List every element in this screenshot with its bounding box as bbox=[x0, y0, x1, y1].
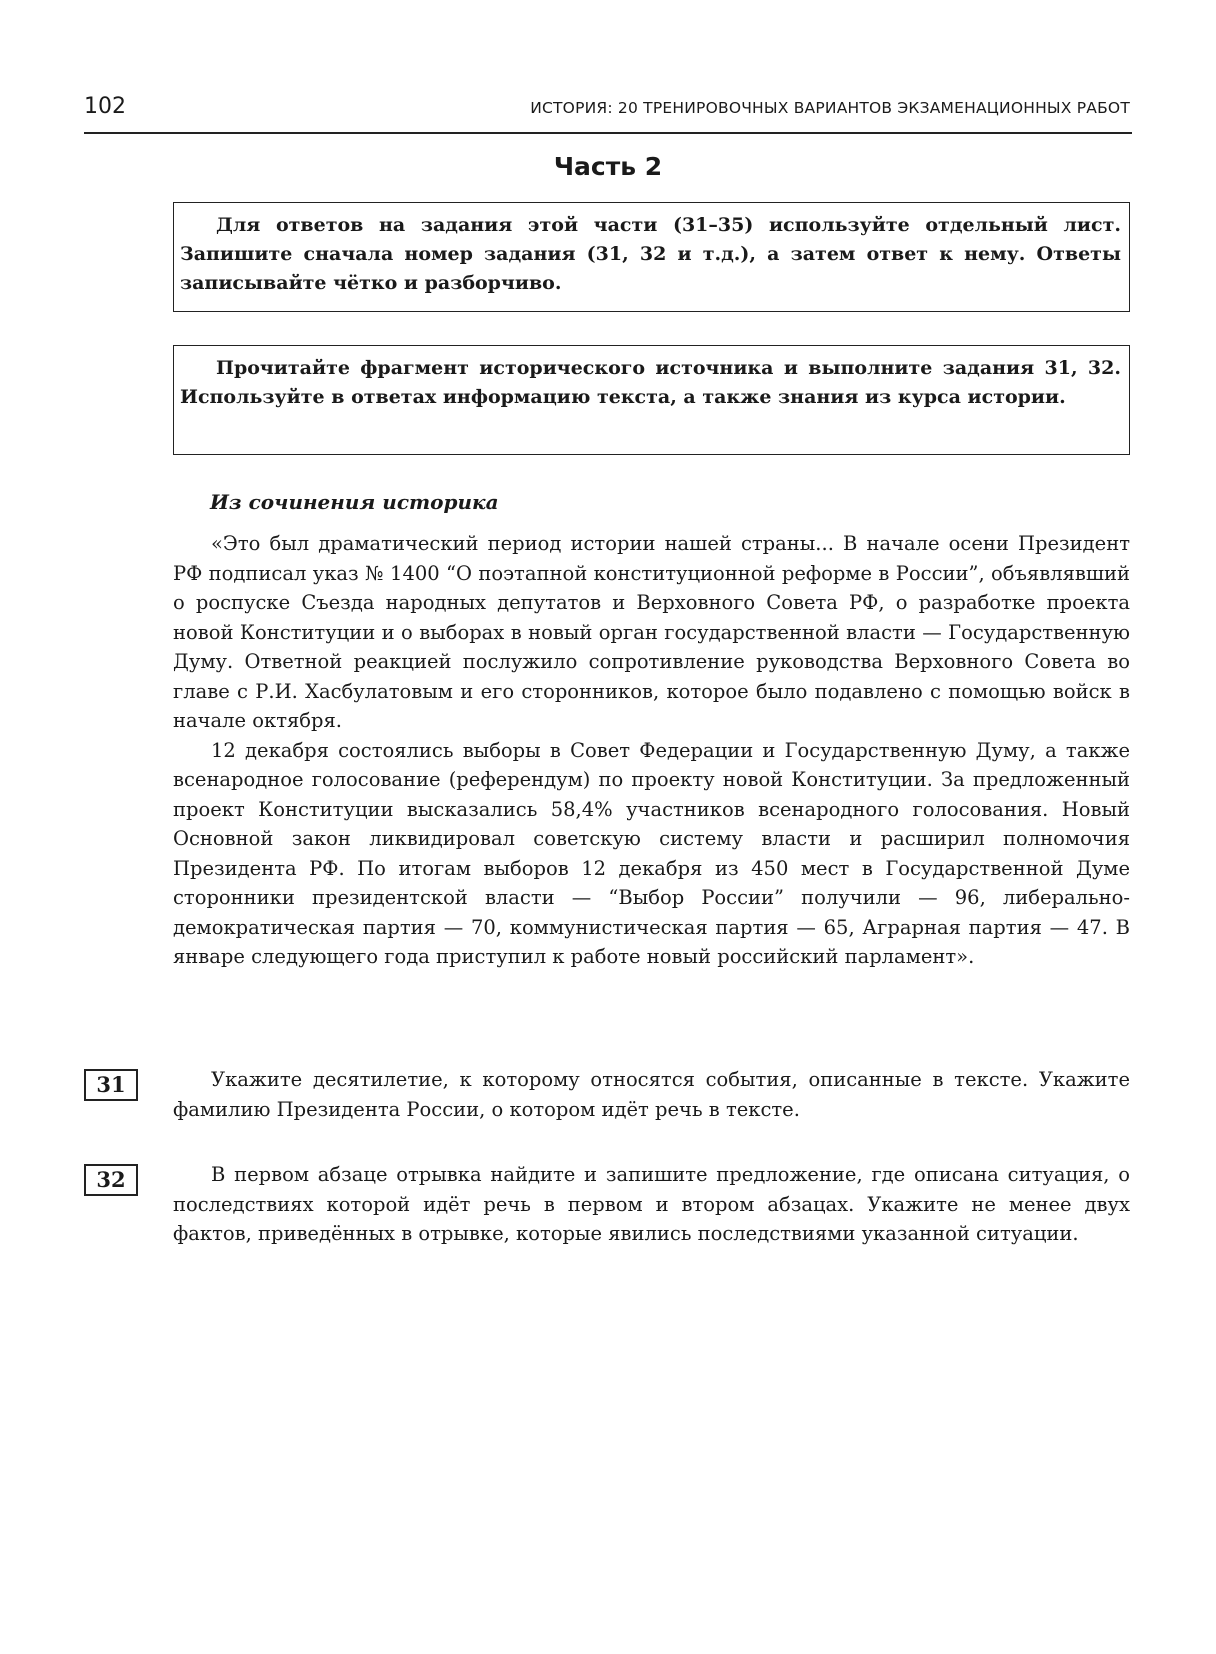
task-number-badge: 31 bbox=[84, 1069, 138, 1101]
page-number: 102 bbox=[84, 94, 126, 119]
reading-instructions-box: Прочитайте фрагмент исторического источника и выполните задания 31, 32. Используйте в ответах информацию текста, а также знания из курса истории. bbox=[173, 345, 1130, 455]
source-text bbox=[173, 529, 1130, 972]
task-number-badge: 32 bbox=[84, 1164, 138, 1196]
source-paragraph: «Это был драматический период истории нашей страны... В начале осени Президент РФ подписал указ № 1400 “О поэтапной конституционной реформе в России”, объявлявший о роспуске Съезда народных депутатов и Верховного Совета РФ, о разработке проекта новой Конституции и о выборах в новый орган государственной власти — Государственную Думу. Ответной реакцией послужило сопротивление руководства Верховного Совета во главе с Р.И. Хасбулатовым и его сторонников, которое было подавлено с помощью войск в начале октября. bbox=[173, 532, 1130, 732]
source-title: Из сочинения историка bbox=[210, 490, 499, 514]
task-text: В первом абзаце отрывка найдите и запишите предложение, где описана ситуация, о последствиях которой идёт речь в первом и втором абзацах. Укажите не менее двух фактов, приведённых в отрывке, которые явились последствиями указанной ситуации. bbox=[173, 1163, 1130, 1245]
part-title: Часть 2 bbox=[553, 152, 663, 181]
page-header bbox=[84, 92, 1132, 134]
running-title: ИСТОРИЯ: 20 ТРЕНИРОВОЧНЫХ ВАРИАНТОВ ЭКЗАМЕНАЦИОННЫХ РАБОТ bbox=[530, 99, 1130, 117]
task-text: Укажите десятилетие, к которому относятся события, описанные в тексте. Укажите фамилию Президента России, о котором идёт речь в тексте. bbox=[173, 1068, 1130, 1121]
answer-instructions-box: Для ответов на задания этой части (31–35) используйте отдельный лист. Запишите сначала номер задания (31, 32 и т.д.), а затем ответ к нему. Ответы записывайте чётко и разборчиво. bbox=[173, 202, 1130, 312]
source-paragraph: 12 декабря состоялись выборы в Совет Федерации и Государственную Думу, а также всенародное голосование (референдум) по проекту новой Конституции. За предложенный проект Конституции высказались 58,4% участников всенародного голосования. Новый Основной закон ликвидировал советскую систему власти и расширил полномочия Президента РФ. По итогам выборов 12 декабря из 450 мест в Государственной Думе сторонники президентской власти — “Выбор России” получили — 96, либерально-демократическая партия — 70, коммунистическая партия — 65, Аграрная партия — 47. В январе следующего года приступил к работе новый российский парламент». bbox=[173, 738, 1130, 968]
